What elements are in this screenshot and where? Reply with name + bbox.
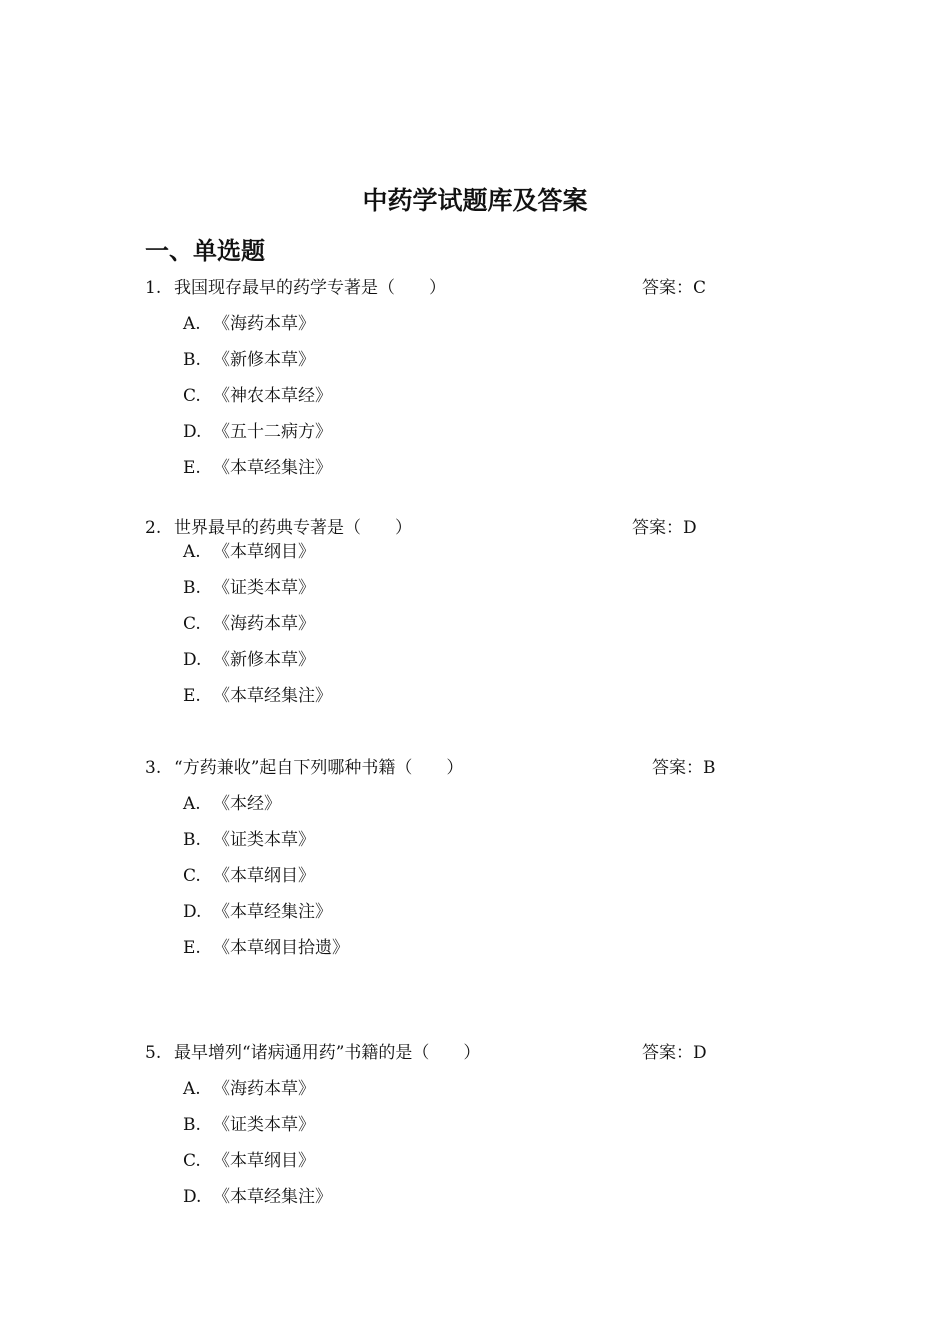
answer-label: 答案：C <box>642 278 707 298</box>
answer-label: 答案：B <box>652 758 716 778</box>
question-text: 世界最早的药典专著是（ ） <box>174 518 412 538</box>
option-letter: B. <box>183 578 201 598</box>
question-text: “方药兼收”起自下列哪种书籍（ ） <box>174 758 464 778</box>
question-3 <box>0 753 950 958</box>
option-a <box>183 537 315 567</box>
question-text: 最早增列“诸病通用药”书籍的是（ ） <box>174 1043 481 1063</box>
answer-label: 答案：D <box>632 518 697 538</box>
option-letter: C. <box>183 386 201 406</box>
option-text: 《证类本草》 <box>213 578 315 598</box>
option-text: 《本经》 <box>213 794 281 814</box>
option-text: 《海药本草》 <box>213 614 315 634</box>
option-letter: D. <box>183 422 202 442</box>
option-text: 《本草经集注》 <box>213 1187 332 1207</box>
option-letter: B. <box>183 350 201 370</box>
option-text: 《本草纲目拾遗》 <box>213 938 349 958</box>
question-stem <box>0 513 950 543</box>
question-1 <box>0 273 950 478</box>
question-stem <box>0 273 950 303</box>
option-letter: A. <box>183 542 201 562</box>
option-letter: B. <box>183 830 201 850</box>
option-c <box>183 861 315 891</box>
option-text: 《新修本草》 <box>213 650 315 670</box>
option-a <box>183 789 281 819</box>
option-letter: B. <box>183 1115 201 1135</box>
question-number: 2. <box>145 518 162 538</box>
option-letter: E. <box>183 686 201 706</box>
option-letter: C. <box>183 614 201 634</box>
option-letter: A. <box>183 1079 201 1099</box>
option-letter: C. <box>183 1151 201 1171</box>
option-e <box>183 453 332 483</box>
document-title: 中药学试题库及答案 <box>362 186 588 215</box>
option-c <box>183 381 332 411</box>
option-text: 《海药本草》 <box>213 1079 315 1099</box>
option-d <box>183 645 315 675</box>
question-stem <box>0 1038 950 1068</box>
option-e <box>183 933 349 963</box>
option-text: 《证类本草》 <box>213 1115 315 1135</box>
option-d <box>183 417 332 447</box>
option-c <box>183 1146 315 1176</box>
option-b <box>183 825 315 855</box>
option-letter: A. <box>183 314 201 334</box>
option-text: 《五十二病方》 <box>213 422 332 442</box>
option-text: 《本草经集注》 <box>213 458 332 478</box>
option-letter: A. <box>183 794 201 814</box>
option-text: 《神农本草经》 <box>213 386 332 406</box>
option-text: 《新修本草》 <box>213 350 315 370</box>
option-letter: C. <box>183 866 201 886</box>
section-heading: 一、单选题 <box>145 237 265 265</box>
option-d <box>183 897 332 927</box>
option-text: 《本草纲目》 <box>213 1151 315 1171</box>
option-c <box>183 609 315 639</box>
option-letter: E. <box>183 938 201 958</box>
option-text: 《本草纲目》 <box>213 866 315 886</box>
option-text: 《本草经集注》 <box>213 686 332 706</box>
option-b <box>183 1110 315 1140</box>
question-2 <box>0 513 950 706</box>
option-letter: D. <box>183 902 202 922</box>
question-stem <box>0 753 950 783</box>
question-5 <box>0 1038 950 1207</box>
option-letter: D. <box>183 650 202 670</box>
option-text: 《证类本草》 <box>213 830 315 850</box>
option-text: 《海药本草》 <box>213 314 315 334</box>
option-b <box>183 345 315 375</box>
option-text: 《本草经集注》 <box>213 902 332 922</box>
option-letter: E. <box>183 458 201 478</box>
option-text: 《本草纲目》 <box>213 542 315 562</box>
option-letter: D. <box>183 1187 202 1207</box>
answer-label: 答案：D <box>642 1043 707 1063</box>
question-number: 3. <box>145 758 162 778</box>
option-d <box>183 1182 332 1212</box>
question-number: 1. <box>145 278 162 298</box>
option-e <box>183 681 332 711</box>
question-number: 5. <box>145 1043 162 1063</box>
question-text: 我国现存最早的药学专著是（ ） <box>174 278 446 298</box>
option-a <box>183 1074 315 1104</box>
option-b <box>183 573 315 603</box>
option-a <box>183 309 315 339</box>
